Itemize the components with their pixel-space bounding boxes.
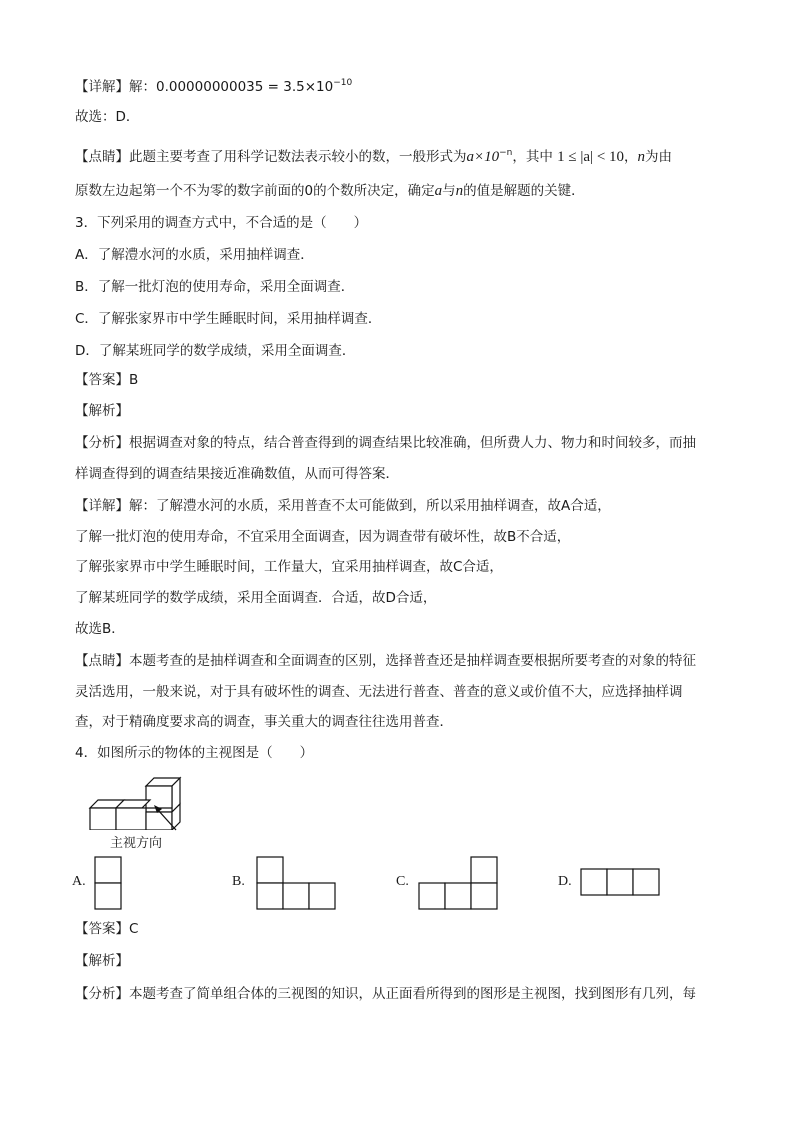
answer-label: 【答案】B [75, 372, 139, 388]
option-a-figure [94, 856, 122, 910]
exponent: −10 [333, 78, 353, 88]
var-a: a [434, 183, 443, 199]
analysis-label: 【解析】 [75, 403, 129, 419]
analysis-text-4: 【分析】本题考查了简单组合体的三视图的知识，从正面看所得到的图形是主视图，找到图形有几列，每 [75, 986, 696, 1002]
note-text-2: 灵活选用，一般来说，对于具有破坏性的调查、无法进行普查、普查的意义或价值不大，应选择抽样调 [75, 684, 683, 700]
text: 与 [442, 183, 456, 199]
option-a-label: A. [72, 874, 86, 889]
detail-text-1: 【详解】解：了解澧水河的水质，采用普查不太可能做到，所以采用抽样调查，故A合适， [75, 498, 611, 514]
line-detail-1 [75, 74, 352, 96]
var-n: n [455, 183, 464, 199]
figure-caption: 主视方向 [110, 836, 163, 851]
question-3: 3．下列采用的调查方式中，不合适的是（ ） [75, 215, 368, 231]
detail-text-4: 了解某班同学的数学成绩，采用全面调查．合适，故D合适， [75, 590, 437, 606]
option-b: B．了解一批灯泡的使用寿命，采用全面调查． [75, 279, 355, 295]
line-note-2 [75, 182, 585, 200]
analysis-text-2: 样调查得到的调查结果接近准确数值，从而可得答案． [75, 466, 399, 482]
text: 【详解】解：0.00000000035 = 3.5×10 [75, 79, 334, 95]
text: ， [624, 149, 638, 165]
var-n: n [637, 149, 646, 165]
option-c-label: C. [396, 874, 409, 889]
line-choice-d: 故选：D． [75, 109, 140, 125]
option-c: C．了解张家界市中学生睡眠时间，采用抽样调查． [75, 311, 382, 327]
direction-arrow [150, 800, 180, 832]
detail-text-3: 了解张家界市中学生睡眠时间，工作量大，宜采用抽样调查，故C合适， [75, 559, 503, 575]
option-c-figure [418, 856, 500, 910]
line-note-1 [75, 144, 672, 166]
text: ，其中 [512, 149, 553, 165]
exponent: −n [499, 148, 513, 158]
answer-label-4: 【答案】C [75, 921, 139, 937]
analysis-label-4: 【解析】 [75, 953, 129, 969]
text: 原数左边起第一个不为零的数字前面的0的个数所决定，确定 [75, 183, 435, 199]
detail-text-2: 了解一批灯泡的使用寿命，不宜采用全面调查，因为调查带有破坏性，故B不合适， [75, 529, 571, 545]
option-d-figure [580, 868, 662, 896]
option-b-figure [256, 856, 338, 910]
text: 的值是解题的关键． [463, 183, 585, 199]
option-d: D．了解某班同学的数学成绩，采用全面调查． [75, 343, 356, 359]
question-4: 4．如图所示的物体的主视图是（ ） [75, 745, 314, 761]
inequality: 1 ≤ |a| < 10 [557, 149, 625, 165]
detail-text-5: 故选B． [75, 621, 125, 637]
option-a: A．了解澧水河的水质，采用抽样调查． [75, 247, 314, 263]
analysis-text-1: 【分析】根据调查对象的特点，结合普查得到的调查结果比较准确，但所费人力、物力和时间较多，而抽 [75, 435, 696, 451]
formula: a×10 [466, 149, 500, 165]
text: 【点睛】此题主要考查了用科学记数法表示较小的数，一般形式为 [75, 149, 467, 165]
option-d-label: D. [558, 874, 572, 889]
note-text-1: 【点睛】本题考查的是抽样调查和全面调查的区别，选择普查还是抽样调查要根据所要考查的对象的特征 [75, 653, 696, 669]
text: 为由 [645, 149, 673, 165]
note-text-3: 查，对于精确度要求高的调查，事关重大的调查往往选用普查． [75, 714, 453, 730]
option-b-label: B. [232, 874, 245, 889]
